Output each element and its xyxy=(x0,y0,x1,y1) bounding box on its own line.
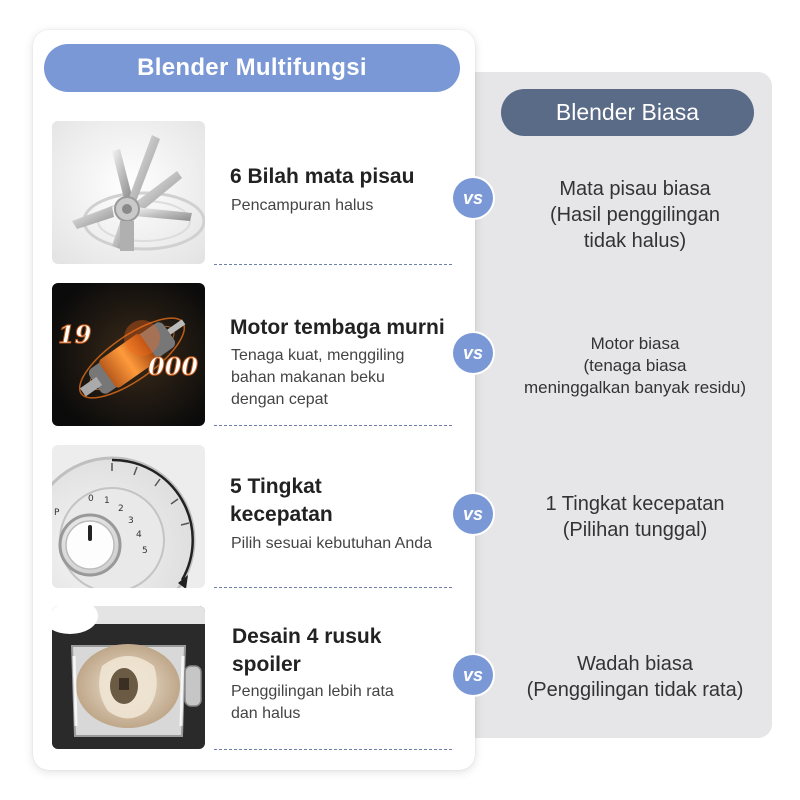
feature-desc-spoiler: Penggilingan lebih rata dan halus xyxy=(231,683,394,722)
blade-image xyxy=(52,121,205,264)
blade-icon xyxy=(52,121,205,264)
dial-label-p: P xyxy=(54,508,60,518)
speed-dial-image xyxy=(52,445,205,588)
dial-label-4: 4 xyxy=(136,530,142,540)
divider xyxy=(214,587,452,588)
vs-badge: vs xyxy=(453,178,493,218)
dial-label-2: 2 xyxy=(118,504,124,514)
feature-title-blade: 6 Bilah mata pisau xyxy=(230,165,415,188)
compare-text-blade: Mata pisau biasa (Hasil penggilingan tidak halus) xyxy=(549,178,721,252)
vs-badge: vs xyxy=(453,494,493,534)
standard-title: Blender Biasa xyxy=(501,89,754,136)
compare-text-spoiler: Wadah biasa (Penggilingan tidak rata) xyxy=(526,653,744,701)
standard-blender-panel xyxy=(450,72,772,738)
feature-title-motor: Motor tembaga murni xyxy=(230,316,445,339)
vs-badge: vs xyxy=(453,333,493,373)
feature-desc-speed: Pilih sesuai kebutuhan Anda xyxy=(231,535,433,552)
spoiler-jar-icon xyxy=(52,606,205,749)
spoiler-jar-image xyxy=(52,606,205,749)
feature-desc-blade: Pencampuran halus xyxy=(231,197,374,214)
motor-image xyxy=(52,283,205,426)
divider xyxy=(214,264,452,265)
compare-text-motor: Motor biasa (tenaga biasa meninggalkan banyak residu) xyxy=(523,334,747,397)
feature-title-spoiler: Desain 4 rusuk spoiler xyxy=(232,625,382,676)
motor-icon xyxy=(52,283,205,426)
dial-label-3: 3 xyxy=(128,516,134,526)
divider xyxy=(214,425,452,426)
dial-label-0: 0 xyxy=(88,494,94,504)
dial-label-5: 5 xyxy=(142,546,148,556)
vs-badge: vs xyxy=(453,655,493,695)
divider xyxy=(214,749,452,750)
feature-title-speed: 5 Tingkat kecepatan xyxy=(230,475,333,526)
compare-text-speed: 1 Tingkat kecepatan (Pilihan tunggal) xyxy=(545,493,725,541)
dial-label-1: 1 xyxy=(104,496,110,506)
feature-desc-motor: Tenaga kuat, menggiling bahan makanan beku dengan cepat xyxy=(231,347,405,408)
speed-dial-icon xyxy=(52,445,205,588)
multifunction-title: Blender Multifungsi xyxy=(44,44,460,92)
motor-speed-text-1: 19 xyxy=(58,320,92,349)
motor-speed-text-2: 000 xyxy=(148,352,199,381)
